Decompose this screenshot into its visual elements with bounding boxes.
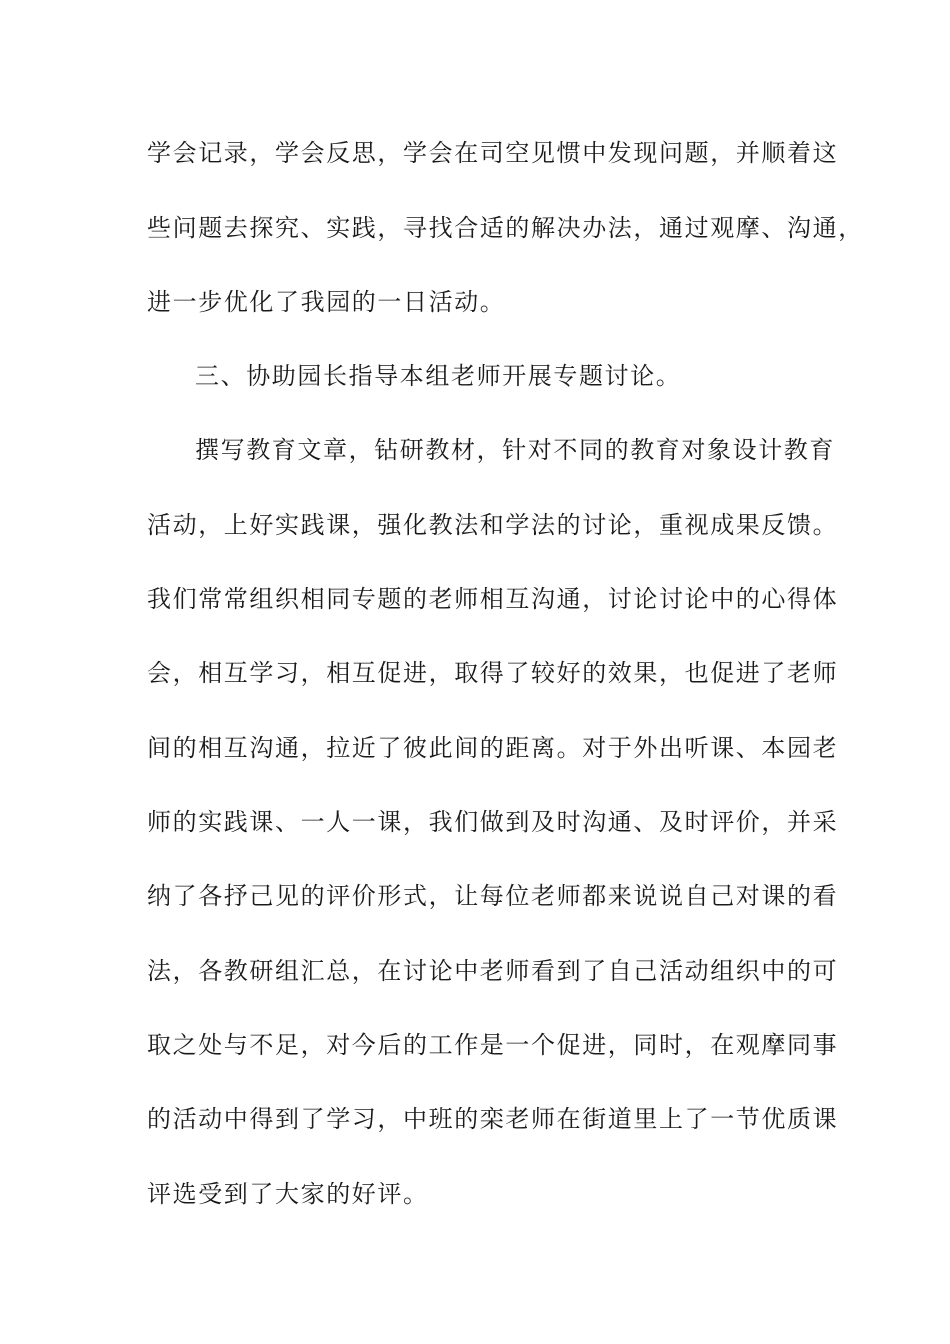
text-line-8: 会，相互学习，相互促进，取得了较好的效果，也促进了老师 bbox=[147, 659, 839, 687]
text-line-15: 评选受到了大家的好评。 bbox=[147, 1180, 429, 1208]
text-line-6: 活动，上好实践课，强化教法和学法的讨论，重视成果反馈。 bbox=[147, 511, 839, 539]
text-line-11: 纳了各抒己见的评价形式，让每位老师都来说说自己对课的看 bbox=[147, 882, 839, 910]
text-line-2: 些问题去探究、实践，寻找合适的解决办法，通过观摩、沟通， bbox=[147, 214, 864, 242]
text-line-7: 我们常常组织相同专题的老师相互沟通，讨论讨论中的心得体 bbox=[147, 585, 839, 613]
text-line-9: 间的相互沟通，拉近了彼此间的距离。对于外出听课、本园老 bbox=[147, 734, 839, 762]
text-line-14: 的活动中得到了学习，中班的栾老师在街道里上了一节优质课 bbox=[147, 1105, 839, 1133]
text-line-3: 进一步优化了我园的一日活动。 bbox=[147, 288, 506, 316]
text-line-1: 学会记录，学会反思，学会在司空见惯中发现问题，并顺着这 bbox=[147, 139, 839, 167]
section-heading: 三、协助园长指导本组老师开展专题讨论。 bbox=[195, 362, 682, 390]
text-line-13: 取之处与不足，对今后的工作是一个促进，同时，在观摩同事 bbox=[147, 1031, 839, 1059]
text-line-12: 法，各教研组汇总，在讨论中老师看到了自己活动组织中的可 bbox=[147, 957, 839, 985]
text-line-10: 师的实践课、一人一课，我们做到及时沟通、及时评价，并采 bbox=[147, 808, 839, 836]
text-line-5: 撰写教育文章，钻研教材，针对不同的教育对象设计教育 bbox=[195, 436, 835, 464]
